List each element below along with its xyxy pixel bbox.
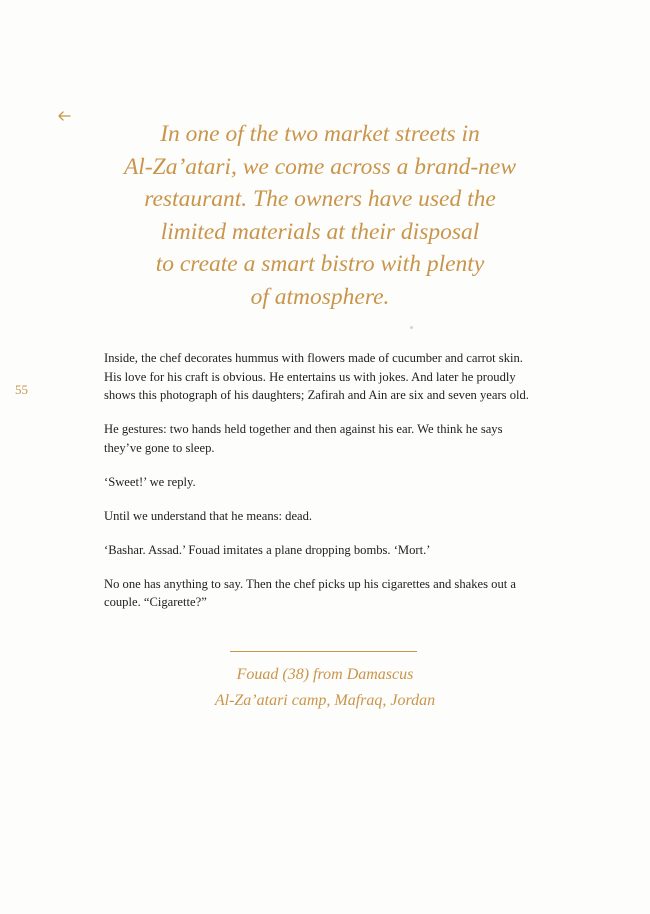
- pull-quote-line: of atmosphere.: [250, 283, 390, 310]
- photo-caption: [150, 662, 500, 714]
- pull-quote-line: Al-Za’atari, we come across a brand-new: [123, 153, 517, 180]
- paper-speck: [410, 326, 413, 329]
- caption-location: Al-Za’atari camp, Mafraq, Jordan: [214, 692, 436, 709]
- body-paragraph: He gestures: two hands held together and then against his ear. We think he says they’ve gone to sleep.: [104, 422, 503, 455]
- body-paragraph: Inside, the chef decorates hummus with flowers made of cucumber and carrot skin. His love for his craft is obvious. He entertains us with jokes. And later he proudly shows this photograph of his daughters; Zafirah and Ain are six and seven years old.: [104, 351, 529, 403]
- pull-quote-line: to create a smart bistro with plenty: [155, 251, 485, 278]
- caption-name: Fouad (38) from Damascus: [236, 666, 414, 683]
- pull-quote-line: limited materials at their disposal: [160, 218, 480, 245]
- body-paragraph: ‘Sweet!’ we reply.: [104, 474, 196, 489]
- body-paragraph: ‘Bashar. Assad.’ Fouad imitates a plane dropping bombs. ‘Mort.’: [104, 542, 431, 557]
- pull-quote-line: restaurant. The owners have used the: [144, 186, 496, 213]
- article-body: [104, 349, 536, 627]
- body-paragraph: Until we understand that he means: dead.: [104, 508, 313, 523]
- caption-divider: [230, 651, 417, 652]
- pull-quote-line: In one of the two market streets in: [160, 121, 480, 147]
- page-number: 55: [15, 382, 28, 397]
- arrow-left-icon[interactable]: [56, 108, 76, 128]
- pull-quote: [100, 118, 540, 314]
- body-paragraph: No one has anything to say. Then the chef picks up his cigarettes and shakes out a couple. “Cigarette?”: [104, 576, 516, 610]
